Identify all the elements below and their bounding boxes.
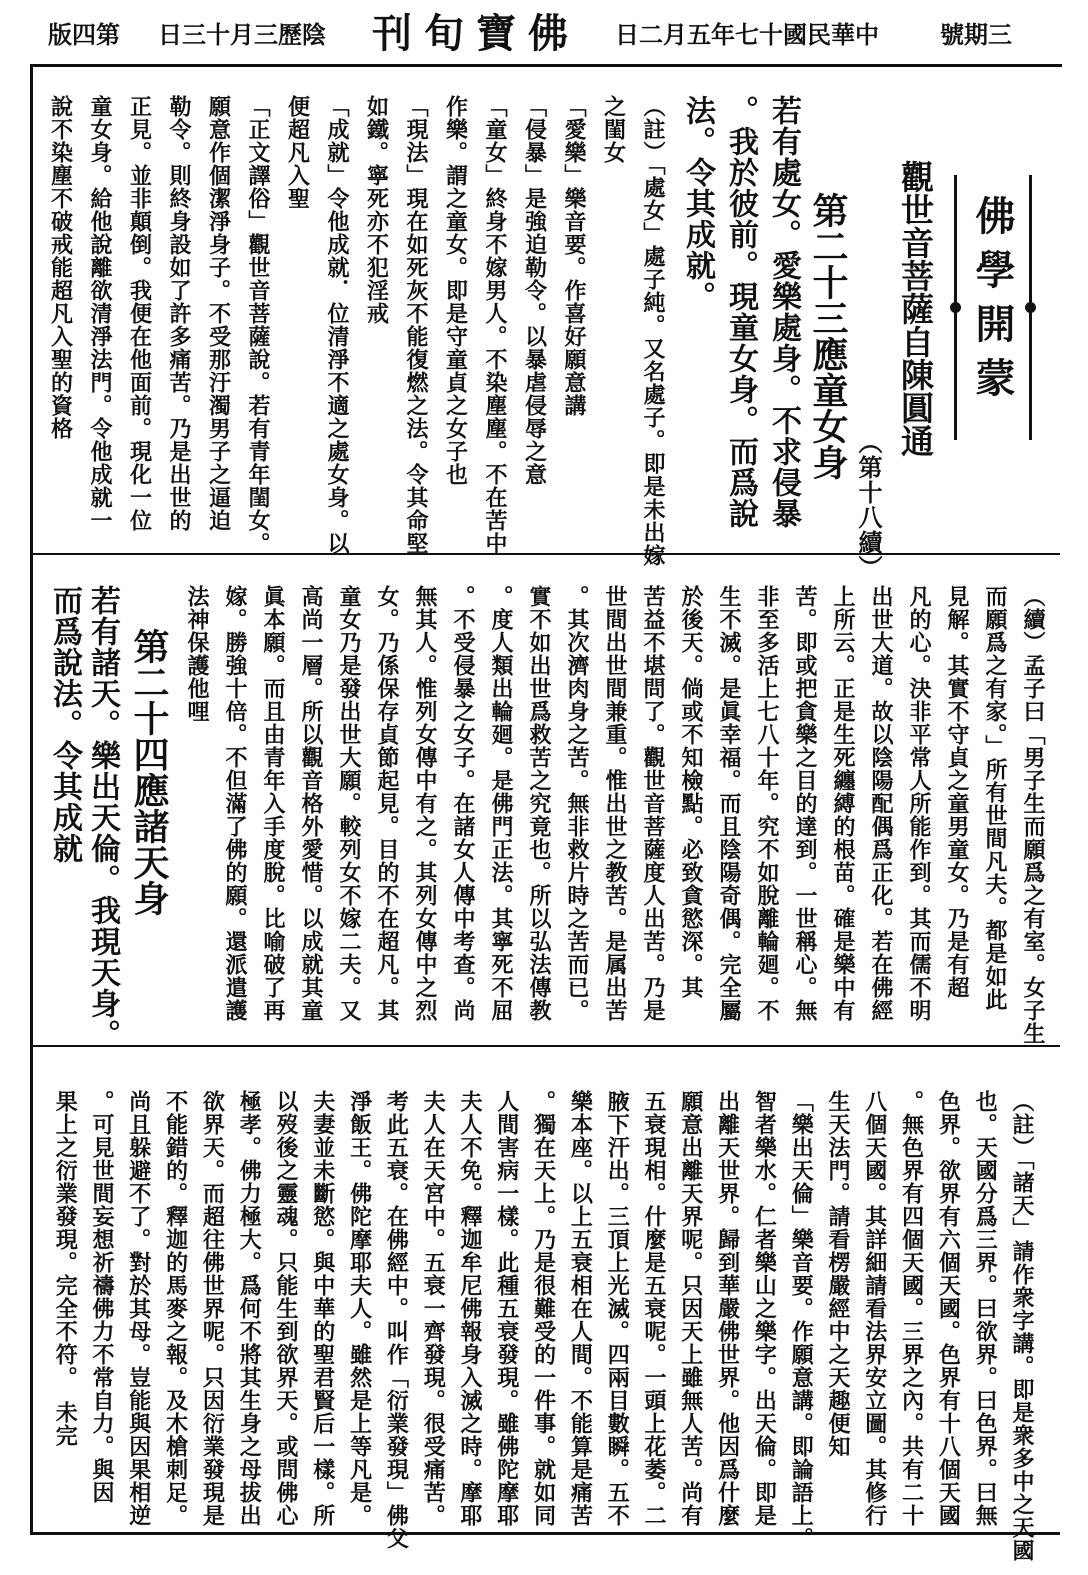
note-column: 童女身。給他說離欲清淨法門。令他成就一: [87, 95, 113, 532]
header-rule: [30, 64, 1062, 67]
note-column: （註）「處女」處子純。又名處子。即是未出嫁: [640, 95, 666, 567]
text-column: 。不受侵暴之女子。在諸女人傳中考查。尚: [450, 585, 476, 1022]
text-column: 淨飯王。佛陀摩耶夫人。雖然是上等凡是。: [346, 1090, 373, 1527]
text-column: 實不如出世爲救苦之究竟也。所以弘法傳教: [526, 585, 552, 1022]
note-column: 「現法」現在如死灰不能復燃之法。令其命堅: [403, 95, 429, 555]
text-column: 人間害病一樣。此種五衰發現。雖佛陀摩耶: [493, 1090, 520, 1527]
column-title: 佛學開蒙: [969, 195, 1016, 411]
text-column: 夫人不免。釋迦牟尼佛報身入滅之時。摩耶: [457, 1090, 483, 1527]
text-column: 以歿後之靈魂。只能生到欲界天。或問佛心: [273, 1090, 299, 1527]
text-column: 無其人。惟列女傳中有之。其列女傳中之烈: [412, 585, 438, 1022]
note-column: 之閨女: [600, 95, 627, 164]
section-divider-2: [30, 1045, 1060, 1047]
text-column: 。可見世間妄想祈禱佛力不常自力。與因: [89, 1090, 115, 1504]
text-column: 八個天國。其詳細請看法界安立圖。其修行: [861, 1090, 888, 1527]
text-column: 女。乃係保存貞節起見。目的不在超凡。其: [374, 585, 400, 1022]
note-column: 「童女」終身不嫁男人。不染塵塵。不在苦中: [482, 95, 508, 555]
text-column: 而願爲之有家。」所有世間凡夫。都是如此: [982, 585, 1008, 1011]
text-column: 非至多活上七八十年。究不如脫離輪廻。不: [754, 585, 780, 1022]
publication-date: 中華民國十七年五月二日: [615, 20, 879, 49]
text-column: 不能錯的。釋迦的馬麥之報。及木槍刺足。: [162, 1090, 189, 1527]
text-column: 童女乃是發出世大願。較列女不嫁二夫。又: [336, 585, 362, 1022]
text-column: 於後天。倘或不知檢點。必致貪慾深。其: [678, 585, 704, 999]
note-column: 「正文譯俗」觀世音菩薩說。若有青年閨女。: [245, 95, 271, 555]
text-column: 見解。其實不守貞之童男童女。乃是有超: [944, 585, 970, 999]
text-column: 出離天世界。歸到華嚴佛世界。他因爲什麼: [714, 1090, 741, 1527]
serial-note: （第十八續）: [854, 430, 883, 580]
text-column: 色界。欲界有六個天國。色界有十八個天國: [935, 1090, 962, 1527]
text-column: （註）「諸天」請作衆字講。即是衆多中之天國: [1009, 1090, 1035, 1562]
text-column: 夫妻並未斷慾。與中華的聖君賢后一樣。所: [309, 1090, 336, 1527]
text-column: 考此五衰。在佛經中。叫作「衍業發現」佛父: [383, 1090, 410, 1550]
text-column: 五衰現相。什麼是五衰呢。一頭上花萎。二: [641, 1090, 667, 1527]
verse-column: 而爲說法。令其成就: [47, 585, 82, 864]
verse-column: 若有諸天。樂出天倫。我現天身。: [85, 585, 120, 1050]
note-column: 勒令。則終身設如了許多痛苦。乃是出世的: [166, 95, 192, 532]
section-divider-1: [30, 553, 1060, 555]
verse-column: 。我於彼前。現童女身。而爲說: [723, 95, 758, 529]
text-column: （續）孟子曰「男子生而願爲之有室。女子生: [1020, 585, 1046, 1045]
text-column: 。度人類出輪廻。是佛門正法。其寧死不屈: [488, 585, 514, 1022]
text-column: 眞本願。而且由青年入手度脫。比喻破了再: [260, 585, 286, 1022]
verse-column: 法。令其成就。: [680, 95, 715, 312]
text-column: 。獨在天上。乃是很難受的一件事。就如同: [530, 1090, 557, 1527]
note-column: 說不染塵不破戒能超凡入聖的資格: [47, 95, 74, 440]
left-border: [30, 64, 33, 1534]
article-title: 觀世音菩薩自陳圓通: [896, 160, 935, 457]
section-heading-24: 第二十四應諸天身: [128, 628, 170, 916]
text-column: 上所云。正是生死纏縛的根苗。確是樂中有: [830, 585, 856, 1022]
text-column: 生天法門。請看楞嚴經中之天趣便知: [825, 1090, 851, 1458]
text-column: 凡的心。決非平常人所能作到。其而儒不明: [906, 585, 932, 1022]
text-column: 高尚一層。所以觀音格外愛惜。以成就其童: [298, 585, 324, 1022]
text-column: 也。天國分爲三界。曰欲界。曰色界。曰無: [972, 1090, 999, 1527]
text-column: 。無色界有四個天國。三界之內。共有二十: [898, 1090, 925, 1527]
text-column: 苦。即或把貪樂之目的達到。一世稱心。無: [792, 585, 818, 1022]
text-column: 腋下汗出。三頂上光滅。四兩目數瞬。五不: [604, 1090, 631, 1527]
issue-number: 三期號: [940, 20, 1012, 49]
note-column: 正見。並非顛倒。我便在他面前。現化一位: [126, 95, 153, 532]
text-column: 。其次濟肉身之苦。無非救片時之苦而已。: [564, 585, 590, 1022]
ornament-line-left: [954, 175, 957, 440]
ornament-line-right: [1029, 175, 1032, 440]
lunar-date: 陰歷三月十三日: [158, 20, 326, 49]
text-column: 尚且躲避不了。對於其母。豈能與因果相逆: [125, 1090, 152, 1527]
note-column: 「愛樂」樂音要。作喜好願意講: [561, 95, 587, 417]
text-column: 夫人在天宮中。五衰一齊發現。很受痛苦。: [420, 1090, 447, 1527]
note-column: 「侵暴」是強迫勒令。以暴虐侵辱之意: [521, 95, 548, 486]
text-column: 「樂出天倫」樂音要。作願意講。即論語上。: [788, 1090, 815, 1550]
bottom-border: [30, 1532, 1060, 1535]
text-column: 智者樂水。仁者樂山之樂字。出天倫。即是: [751, 1090, 778, 1527]
text-column: 果上之衍業發現。完全不符。 未完: [52, 1090, 79, 1447]
note-column: 便超凡入聖: [284, 95, 311, 210]
edition-label: 第四版: [48, 20, 120, 49]
note-column: 「成就」令他成就．位清淨不適之處女身。以: [324, 95, 350, 555]
text-column: 嫁。勝強十倍。不但滿了佛的願。還派遣護: [222, 585, 248, 1022]
text-column: 願意出離天界呢。只因天上雖無人苦。尚有: [677, 1090, 704, 1527]
verse-column: 若有處女。愛樂處身。不求侵暴: [766, 95, 801, 529]
section-heading-23: 第二十三應童女身: [807, 192, 849, 480]
text-column: 生不滅。是眞幸福。而且陰陽奇偶。完全屬: [716, 585, 742, 1022]
note-column: 如鐵。寧死亦不犯淫戒: [363, 95, 390, 325]
text-column: 法神保護他哩: [184, 585, 210, 723]
text-column: 苦益不堪問了。觀世音菩薩度人出苦。乃是: [640, 585, 666, 1022]
text-column: 出世大道。故以陰陽配偶爲正化。若在佛經: [868, 585, 894, 1022]
text-column: 極孝。佛力極大。爲何不將其生身之母拔出: [236, 1090, 263, 1527]
text-column: 世間出世間兼重。惟出世之教苦。是属出苦: [602, 585, 628, 1022]
note-column: 作樂。謂之童女。即是守童貞之女子也: [442, 95, 469, 486]
text-column: 欲界天。而超往佛世界呢。只因衍業發現是: [199, 1090, 226, 1527]
masthead-title: 佛寶旬刊: [372, 10, 580, 57]
text-column: 樂本座。以上五衰相在人間。不能算是痛苦: [567, 1090, 594, 1527]
note-column: 願意作個潔淨身子。不受那汙濁男子之逼迫: [205, 95, 232, 532]
